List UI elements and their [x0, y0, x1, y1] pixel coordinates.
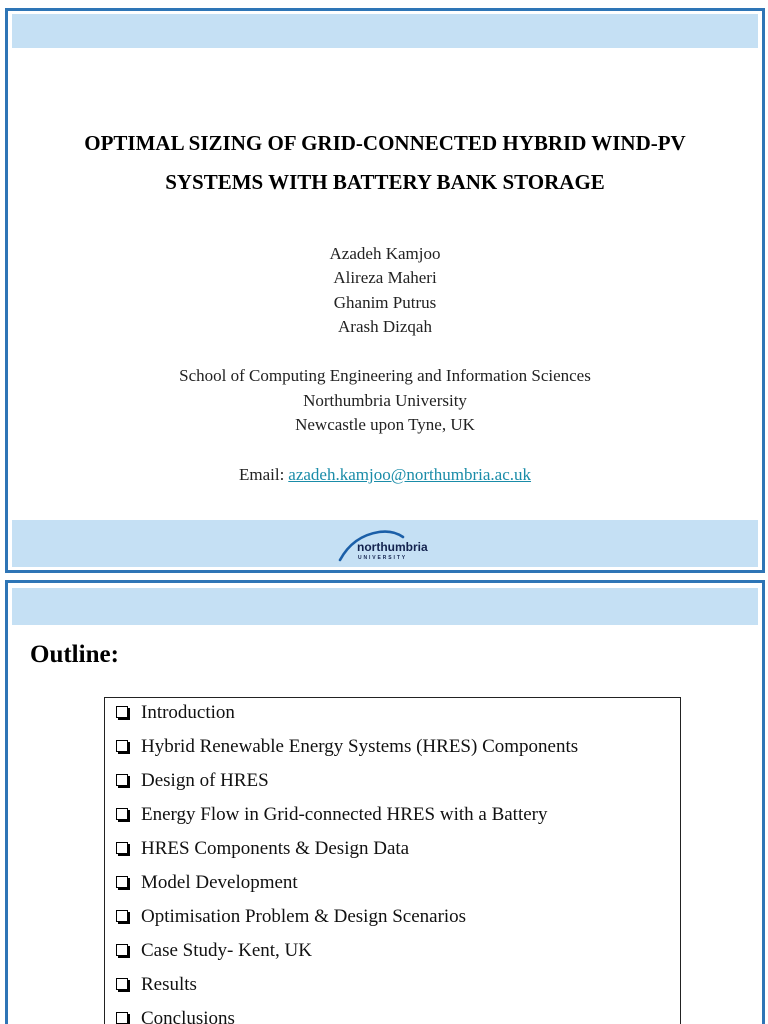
slide-header-band — [12, 14, 758, 48]
author-name: Arash Dizqah — [338, 317, 432, 337]
hollow-square-bullet-icon — [116, 740, 128, 752]
outline-item-text: Conclusions — [141, 1008, 235, 1024]
author-name: Azadeh Kamjoo — [329, 244, 441, 263]
slide-title-line-1: OPTIMAL SIZING OF GRID-CONNECTED HYBRID WIND-PV — [84, 131, 686, 155]
slide-header-band — [12, 588, 758, 625]
affiliation-university: Northumbria University — [303, 390, 467, 410]
outline-item — [105, 800, 680, 830]
hollow-square-bullet-icon — [116, 876, 128, 888]
affiliation-school: School of Computing Engineering and Information Sciences — [179, 366, 591, 385]
outline-item — [105, 698, 680, 728]
northumbria-university-logo — [337, 529, 437, 563]
author-name: Ghanim Putrus — [333, 292, 437, 312]
affiliation-block — [8, 364, 762, 438]
outline-item-text: Energy Flow in Grid-connected HRES with a Battery — [141, 804, 548, 825]
outline-heading: Outline: — [30, 641, 119, 668]
outline-item — [105, 970, 680, 1000]
author-list — [8, 242, 762, 340]
hollow-square-bullet-icon — [116, 910, 128, 922]
outline-item-text: Model Development — [141, 872, 298, 893]
hollow-square-bullet-icon — [116, 808, 128, 820]
title-slide — [5, 8, 765, 573]
outline-item-text: HRES Components & Design Data — [141, 838, 410, 859]
logo-subtitle: UNIVERSITY — [358, 555, 408, 561]
email-label: Email: — [238, 465, 285, 484]
hollow-square-bullet-icon — [116, 842, 128, 854]
outline-item — [105, 868, 680, 898]
email-line — [8, 463, 762, 487]
outline-item — [105, 766, 680, 796]
outline-item-text: Introduction — [141, 702, 235, 723]
email-link[interactable]: azadeh.kamjoo@northumbria.ac.uk — [288, 465, 532, 484]
outline-item-text: Case Study- Kent, UK — [141, 940, 312, 961]
outline-list — [104, 697, 681, 1024]
outline-item — [105, 936, 680, 966]
outline-item — [105, 732, 680, 762]
hollow-square-bullet-icon — [116, 706, 128, 718]
outline-item-text: Hybrid Renewable Energy Systems (HRES) Components — [141, 736, 579, 757]
outline-item — [105, 902, 680, 932]
outline-item — [105, 1004, 680, 1024]
slide-title-line-2: SYSTEMS WITH BATTERY BANK STORAGE — [165, 170, 605, 194]
hollow-square-bullet-icon — [116, 978, 128, 990]
hollow-square-bullet-icon — [116, 774, 128, 786]
author-name: Alireza Maheri — [333, 268, 437, 288]
hollow-square-bullet-icon — [116, 944, 128, 956]
logo-wordmark: northumbria — [357, 540, 428, 554]
outline-item-text: Optimisation Problem & Design Scenarios — [141, 906, 467, 927]
outline-item-text: Results — [141, 974, 197, 995]
outline-slide — [5, 580, 765, 1024]
outline-item — [105, 834, 680, 864]
hollow-square-bullet-icon — [116, 1012, 128, 1024]
affiliation-location: Newcastle upon Tyne, UK — [295, 415, 475, 434]
outline-item-text: Design of HRES — [141, 770, 269, 791]
